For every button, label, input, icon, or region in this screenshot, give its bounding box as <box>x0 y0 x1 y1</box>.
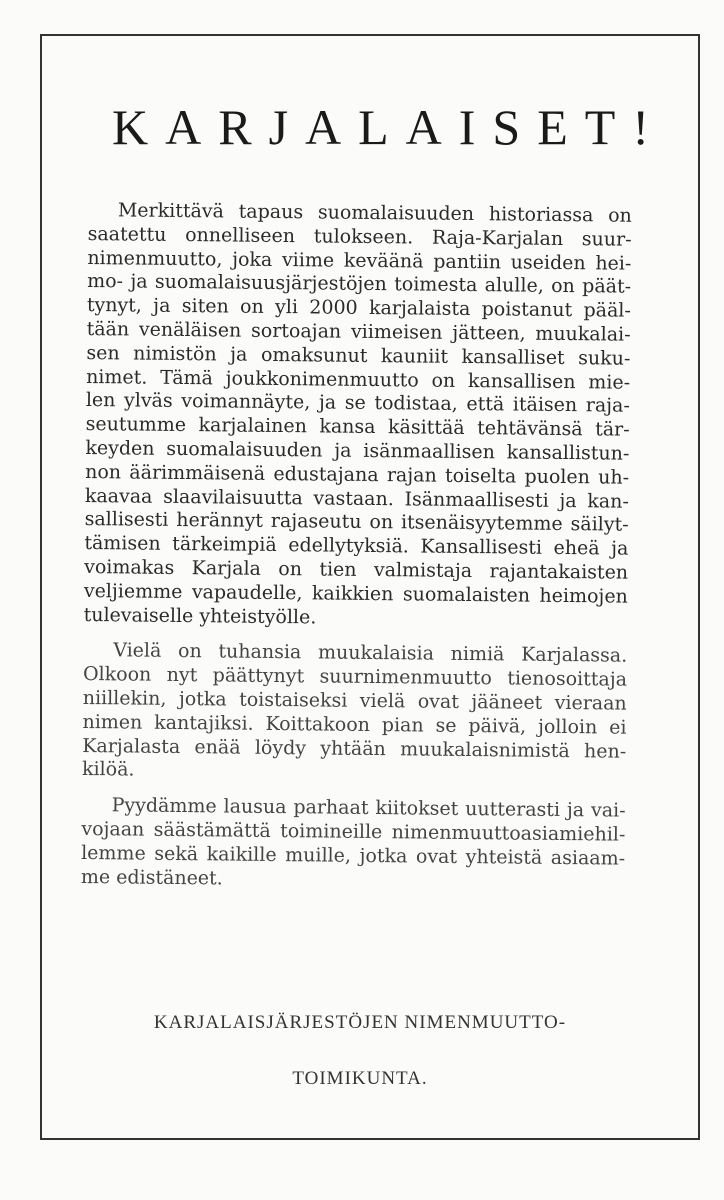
text-line: kaavaa slaavilaisuutta vastaan. Isänmaallisesti ja kan- <box>84 484 629 513</box>
text-line: Olkoon nyt päättynyt suurnimenmuutto tienosoittaja <box>82 663 628 691</box>
page-title: KARJALAISET! <box>112 99 666 155</box>
text-line: me edistäneet. <box>80 865 223 889</box>
paragraph <box>82 639 627 787</box>
text-line: nimen kantajiksi. Koittakoon pian se päivä, jolloin ei <box>82 710 627 739</box>
text-line: kilöä. <box>81 758 135 781</box>
text-line: Karjalasta enää löydy yhtään muukalaisnimistä hen- <box>82 734 627 763</box>
text-line: tämisen tärkeimpiä edellytyksiä. Kansallisesti eheä ja <box>84 532 629 560</box>
text-line: Pyydämme lausua parhaat kiitokset uutterasti ja vai- <box>111 794 626 822</box>
text-line: tynyt, ja siten on yli 2000 karjalaista poistanut pääl- <box>86 294 631 322</box>
text-line: tulevaiselle yhteistyölle. <box>83 603 317 628</box>
paragraph <box>84 199 632 633</box>
signature-line-2: TOIMIKUNTA. <box>292 1068 428 1089</box>
text-line: lemme sekä kaikille muille, jotka ovat yhteistä asiaam- <box>81 841 626 870</box>
text-line: sallisesti herännyt rajaseutu on itsenäisyytemme säilyt- <box>84 508 629 537</box>
text-line: tään venäläisen sortoajan viimeisen jätteen, muukalai- <box>86 317 631 346</box>
text-line: veljiemme vapaudelle, kaikkien suomalaisten heimojen <box>83 579 628 608</box>
article-body <box>81 199 632 907</box>
text-line: len ylväs voimannäyte, ja se todistaa, että itäisen raja- <box>85 389 630 418</box>
text-line: niillekin, jotka toistaiseksi vielä ovat jääneet vieraan <box>82 686 627 715</box>
text-line: nimet. Tämä joukkonimenmuutto on kansallisen mie- <box>86 365 631 394</box>
signature-line-1: KARJALAISJÄRJESTÖJEN NIMENMUUTTO- <box>153 1012 567 1033</box>
text-line: voimakas Karjala on tien valmistaja rajantakaisten <box>84 555 629 584</box>
text-line: Vielä on tuhansia muukalaisia nimiä Karjalassa. <box>113 639 628 668</box>
text-line: nimenmuutto, joka viime keväänä pantiin useiden hei- <box>87 246 632 275</box>
text-line: non äärimmäisenä edustajana rajan toiselta puolen uh- <box>85 460 630 489</box>
text-line: saatettu onnelliseen tulokseen. Raja-Karjalan suur- <box>87 222 632 251</box>
paragraph <box>81 794 626 895</box>
text-line: seutumme karjalainen kansa käsittää tehtävänsä tär- <box>85 413 630 441</box>
text-line: Merkittävä tapaus suomalaisuuden historiassa on <box>117 199 632 227</box>
text-line: vojaan säästämättä toimineille nimenmuuttoasiamiehil- <box>81 817 626 846</box>
text-line: mo- ja suomalaisuusjärjestöjen toimesta alulle, on päät- <box>87 270 632 299</box>
text-line: sen nimistön ja omaksunut kauniit kansalliset suku- <box>86 341 631 370</box>
text-line: keyden suomalaisuuden ja isänmaallisen kansallistun- <box>85 436 630 465</box>
